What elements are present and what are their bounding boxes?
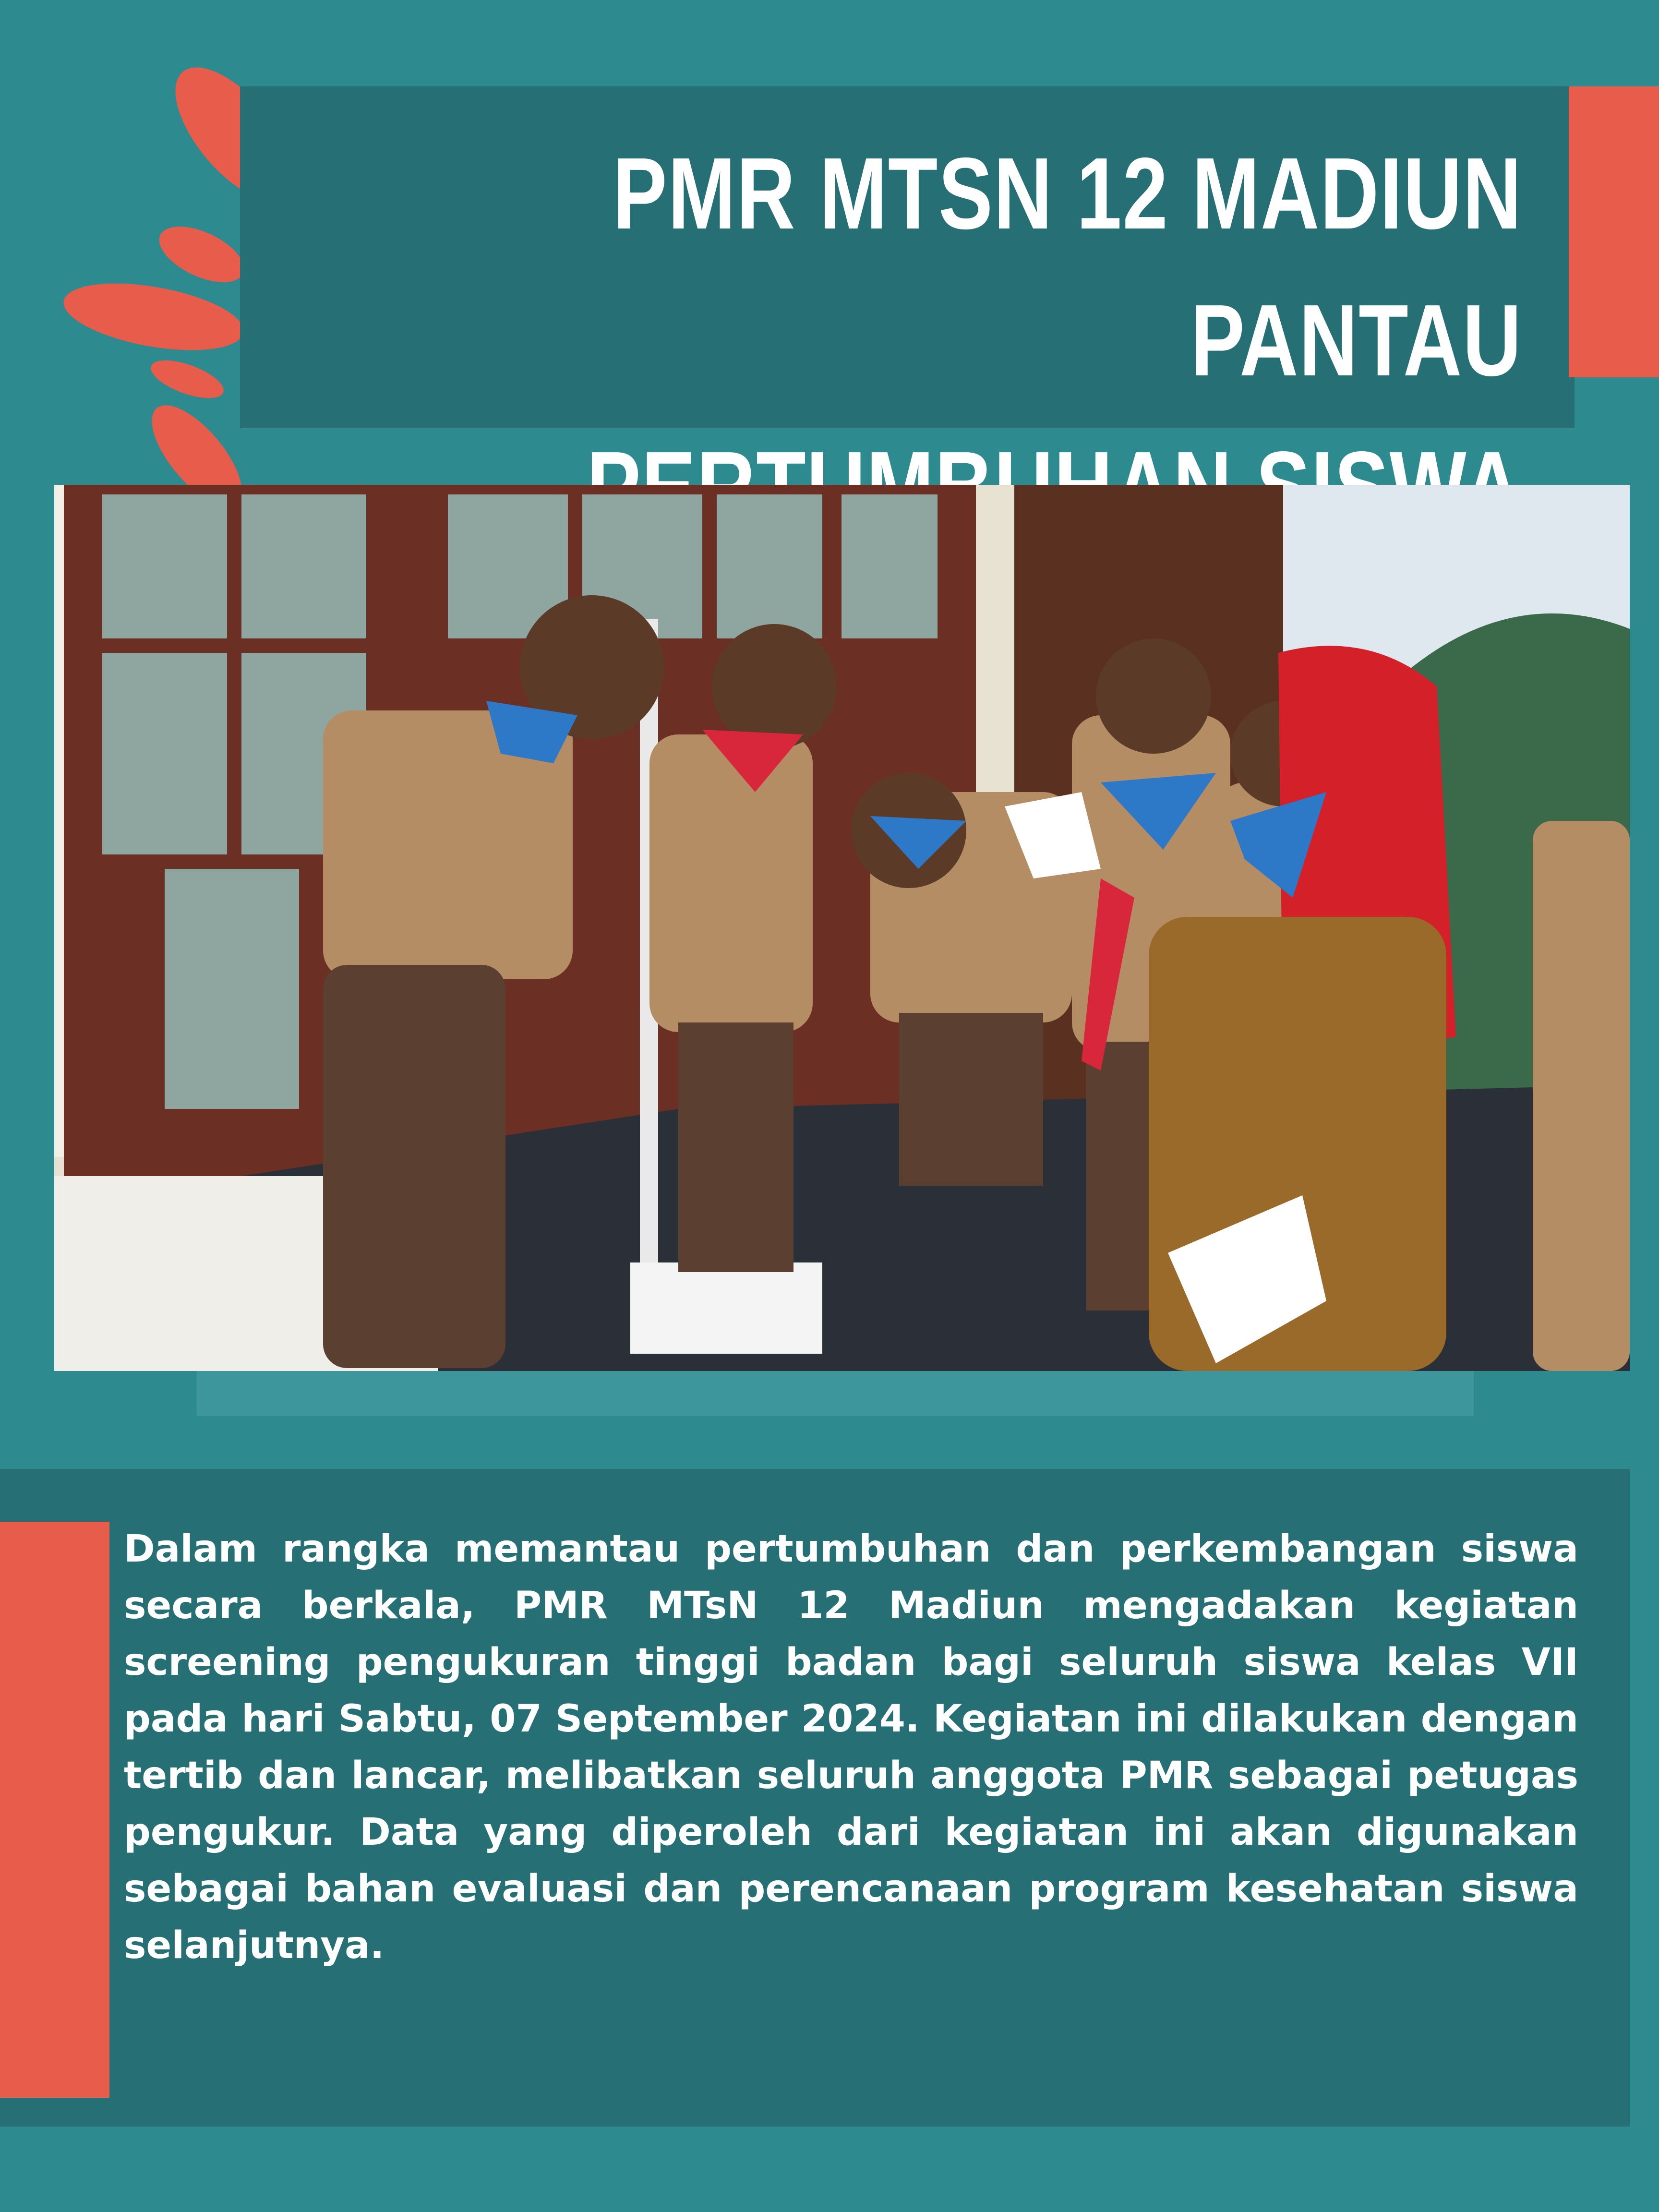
title-line-1: PMR MTSN 12 MADIUN PANTAU: [613, 136, 1522, 397]
body-accent-bar: [0, 1522, 109, 2098]
body-paragraph: Dalam rangka memantau pertumbuhan dan perkembangan siswa secara berkala, PMR MTsN 12 Madiun mengadakan kegiatan screening pengukuran tinggi badan bagi seluruh siswa kelas VII pada hari Sabtu, 07 September 2024. Kegiatan ini dilakukan dengan tertib dan lancar, melibatkan seluruh anggota PMR sebagai petugas pengukur. Data yang diperoleh dari kegiatan ini akan digunakan sebagai bahan evaluasi dan perencanaan program kesehatan siswa selanjutnya.: [124, 1527, 1578, 1967]
title-accent-bar: [1569, 86, 1659, 377]
event-photo: [54, 485, 1630, 1371]
